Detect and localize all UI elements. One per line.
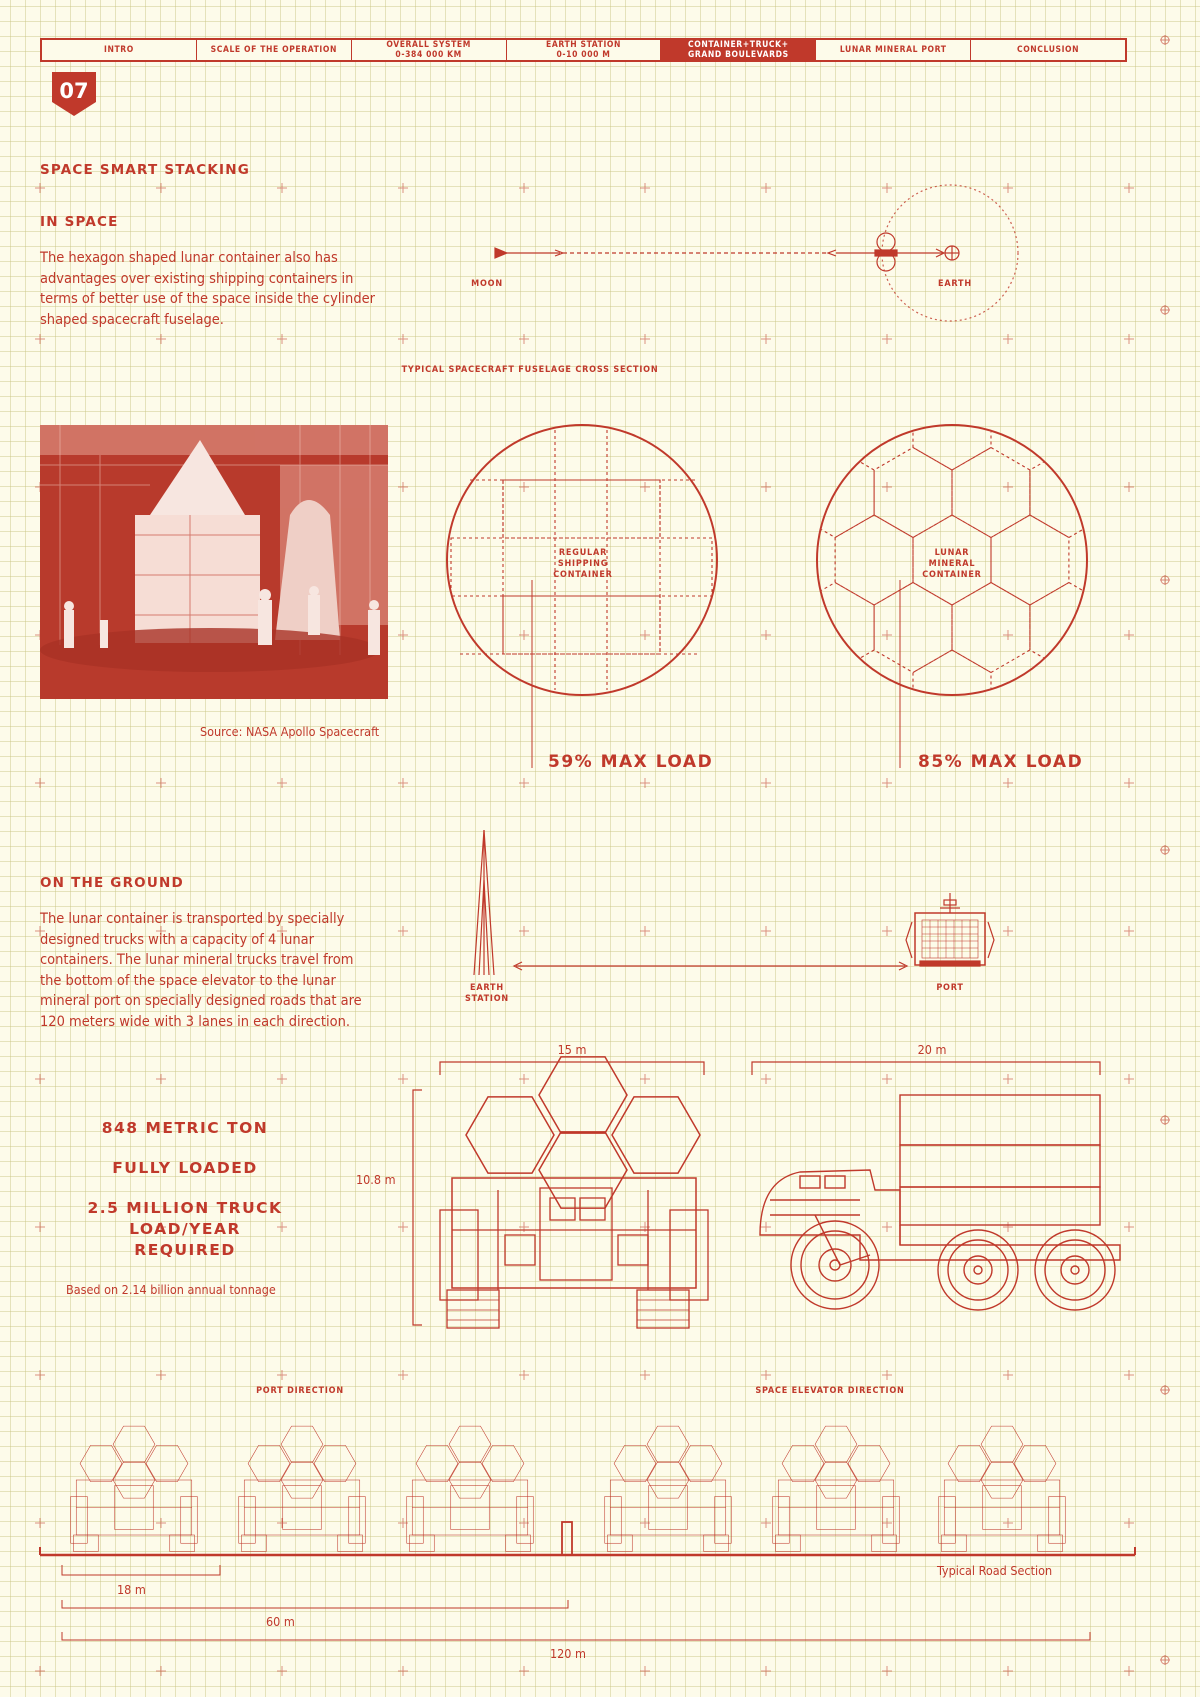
- tab-overall-system[interactable]: OVERALL SYSTEM 0-384 000 KM: [352, 40, 507, 60]
- on-the-ground-paragraph: The lunar container is transported by specially designed trucks with a capacity of 4 lunar containers. The lunar mineral trucks travel from the bottom of the space elevator to the lunar mineral port on specially designed roads that are 120 meters wide with 3 lanes in each direction.: [40, 911, 362, 1030]
- port-label: PORT: [936, 983, 964, 993]
- in-space-heading: IN SPACE: [40, 214, 119, 230]
- spacecraft-photo-image: [40, 425, 388, 699]
- tab-scale[interactable]: SCALE OF THE OPERATION: [197, 40, 352, 60]
- tab-lunar-port[interactable]: LUNAR MINERAL PORT: [816, 40, 971, 60]
- truck-front-view: [440, 1057, 708, 1328]
- regular-load-value: 59% MAX LOAD: [548, 752, 714, 772]
- tonnage-stat: 848 METRIC TON: [101, 1119, 269, 1137]
- road-section-label: Typical Road Section: [937, 1563, 1053, 1578]
- cross-section-title: TYPICAL SPACECRAFT FUSELAGE CROSS SECTION: [401, 365, 659, 375]
- total-road-dimension: 120 m: [550, 1646, 586, 1661]
- chapter-number: 07: [59, 79, 89, 103]
- truck-width-dimension: 15 m: [557, 1042, 587, 1057]
- regular-container-cross-section: [447, 425, 717, 768]
- truck-loads-stat: 2.5 MILLION TRUCK LOAD/YEAR REQUIRED: [87, 1199, 283, 1259]
- apollo-spacecraft-photo: [40, 425, 388, 699]
- moon-earth-diagram: [495, 185, 1018, 321]
- moon-label: MOON: [471, 279, 503, 289]
- tonnage-note: Based on 2.14 billion annual tonnage: [66, 1282, 276, 1297]
- tab-earth-station[interactable]: EARTH STATION 0-10 000 M: [507, 40, 662, 60]
- truck-side-view: [760, 1095, 1120, 1310]
- truck-height-dimension: 10.8 m: [356, 1172, 396, 1187]
- tab-conclusion[interactable]: CONCLUSION: [1017, 45, 1080, 55]
- in-space-paragraph: The hexagon shaped lunar container also has advantages over existing shipping containers in terms of better use of the space inside the cylinder shaped spacecraft fuselage.: [40, 250, 375, 328]
- space-elevator-direction-label: SPACE ELEVATOR DIRECTION: [755, 1386, 905, 1396]
- earth-label: EARTH: [938, 279, 972, 289]
- earth-station-port-diagram: [474, 830, 994, 975]
- chapter-badge: [52, 72, 96, 116]
- lunar-container-label: LUNAR MINERAL CONTAINER: [922, 548, 982, 580]
- truck-dimension-lines: [413, 1062, 1100, 1325]
- tab-intro[interactable]: INTRO: [42, 40, 197, 60]
- lunar-load-value: 85% MAX LOAD: [918, 752, 1084, 772]
- on-the-ground-heading: ON THE GROUND: [40, 875, 184, 891]
- section-title: SPACE SMART STACKING: [40, 162, 251, 178]
- road-section-lines: [40, 1522, 1135, 1640]
- top-nav: [40, 38, 1127, 62]
- regular-container-label: REGULAR SHIPPING CONTAINER: [553, 548, 613, 580]
- fully-loaded-stat: FULLY LOADED: [112, 1159, 258, 1177]
- truck-length-dimension: 20 m: [917, 1042, 947, 1057]
- half-road-dimension: 60 m: [266, 1614, 295, 1629]
- port-direction-label: PORT DIRECTION: [256, 1386, 344, 1396]
- lane-dimension: 18 m: [117, 1582, 146, 1597]
- earth-station-label: EARTH STATION: [464, 983, 510, 1004]
- tab-container-truck[interactable]: CONTAINER+TRUCK+ GRAND BOULEVARDS: [661, 40, 816, 60]
- photo-caption: Source: NASA Apollo Spacecraft: [200, 724, 380, 739]
